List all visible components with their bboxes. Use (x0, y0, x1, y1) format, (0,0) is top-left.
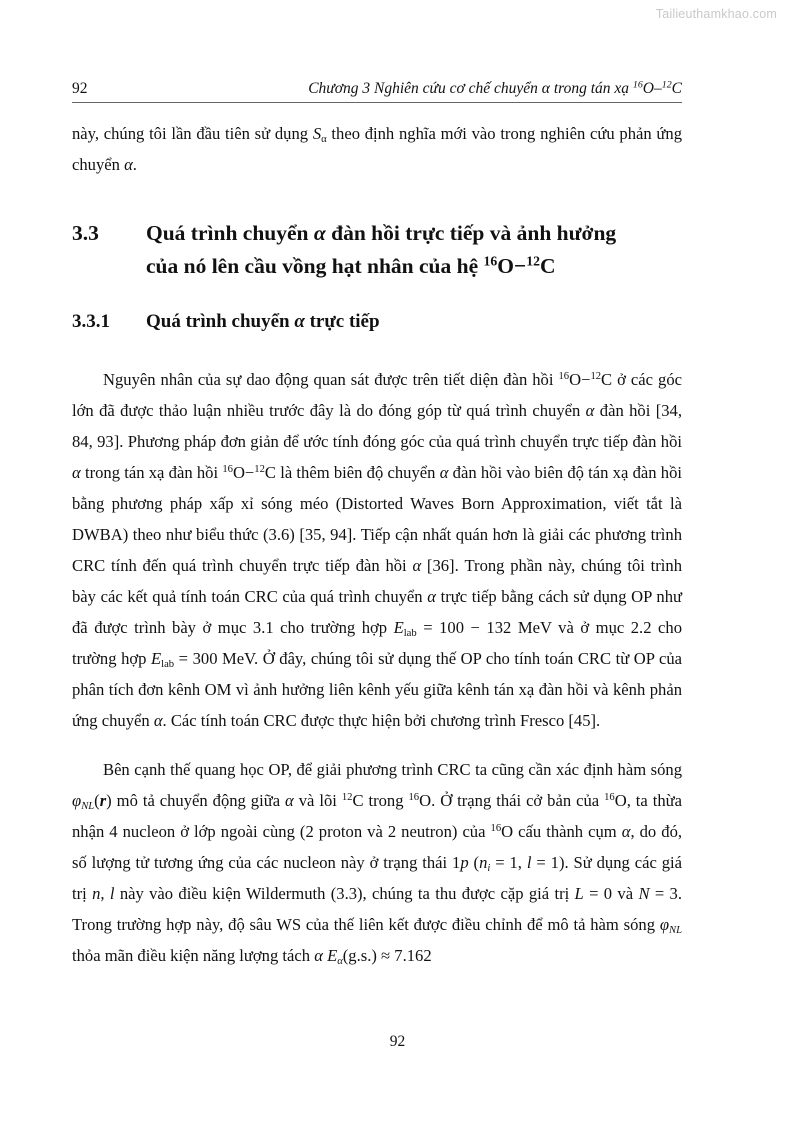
spacer-between-paragraphs (72, 736, 682, 754)
p1-s8: trực tiếp bằng cách sử dụng OP như đã được trình bày ở mục 3.1 cho trường hợp (72, 587, 682, 637)
running-head-folio: 92 (72, 80, 88, 97)
p1-E-subscript-2: lab (161, 658, 175, 670)
p1-E-subscript-1: lab (403, 627, 417, 639)
section-title-line2: của nó lên cầu vồng hạt nhân của hệ (146, 254, 484, 278)
section-isotope-12-symbol: C (540, 254, 556, 278)
p1-s2: ở các góc lớn đã được thảo luận nhiều trước đây là do đóng góp từ quá trình chuyển (72, 370, 682, 420)
section-isotope-16-symbol: O (497, 254, 514, 278)
p1-iso-b-mass: 12 (590, 371, 602, 383)
p1-iso-c-mass: 16 (222, 464, 233, 476)
intro-text-2: theo định nghĩa mới vào trong nghiên cứu phản ứng chuyển (72, 124, 682, 174)
section-alpha: α (313, 221, 326, 245)
p2-n-symbol: n (479, 853, 488, 872)
watermark-text: Tailieuthamkhao.com (655, 7, 777, 21)
intro-alpha: α (124, 155, 133, 174)
section-isotope-12-mass: 12 (526, 253, 541, 269)
p1-iso-dash-2: − (244, 463, 255, 482)
p2-isotope-16o-1 (409, 791, 432, 810)
p2-wavefunction-phi-nl (72, 791, 285, 810)
subsection-heading-3-3-1 (72, 307, 682, 337)
spacer-before-section (72, 180, 682, 217)
p1-iso-d-symbol: C (264, 463, 276, 482)
p1-alpha-2: α (72, 463, 81, 482)
subsection-title-a: Quá trình chuyển (146, 311, 295, 332)
p1-alpha-4: α (412, 556, 422, 575)
p2-iso-c-mass: 16 (604, 792, 615, 804)
p1-iso-d-mass: 12 (254, 464, 265, 476)
p2-quantum-n-i (479, 853, 490, 872)
running-head-title-prefix: Chương 3 Nghiên cứu cơ chế chuyển (308, 80, 542, 97)
p1-E-symbol-1: E (393, 618, 404, 637)
p2-t12: = 1). Sử dụng các giá trị (72, 853, 682, 903)
p1-s1: Nguyên nhân của sự dao động quan sát được trên tiết diện đàn hồi (103, 370, 559, 389)
p1-s6: đàn hồi vào biên độ tán xạ đàn hồi bằng phương pháp xấp xỉ sóng méo (Distorted Waves Born Approximation, viết tắt là DWBA) theo như biểu thức (3.6) [35, 94]. Tiếp cận nhất quán hơn là giải các phương trình CRC tính đến quá trình chuyển trực tiếp đàn hồi (72, 463, 683, 575)
p2-isotope-16o-2 (604, 791, 627, 810)
isotope-16-symbol: O (642, 80, 654, 97)
p1-isotope-pair-2 (222, 463, 276, 482)
p2-orbital-p: p (460, 853, 469, 872)
p2-separation-energy (327, 946, 432, 965)
p1-s9: = 100 − 132 MeV và ở mục 2.2 cho trường hợp (72, 618, 682, 668)
running-head-alpha: α (541, 80, 550, 97)
running-head (72, 80, 682, 103)
symbol-S: S (312, 124, 322, 143)
p2-t9: , do đó, số lượng tử tương ứng của các nucleon này ở trạng thái 1 (72, 822, 683, 872)
intro-text-1: này, chúng tôi lần đầu tiên sử dụng (72, 124, 313, 143)
paragraph-1 (72, 364, 682, 736)
p2-E-symbol: E (327, 946, 338, 965)
running-head-title (308, 80, 682, 98)
p2-t10: ( (468, 853, 480, 872)
symbol-S-subscript: α (321, 133, 327, 145)
p1-alpha-6: α (153, 711, 163, 730)
p2-iso-a-mass: 12 (341, 792, 353, 804)
subsection-title (146, 307, 380, 337)
p2-alpha-3: α (314, 946, 323, 965)
p1-alpha-5: α (427, 587, 436, 606)
p2-alpha-1: α (285, 791, 294, 810)
symbol-S-alpha (313, 124, 327, 143)
p2-t17: thỏa mãn điều kiện năng lượng tách (72, 946, 315, 965)
p1-iso-a-mass: 16 (558, 371, 570, 383)
section-isotope-dash: − (514, 254, 527, 278)
p2-iso-d-symbol: O (501, 822, 514, 841)
p1-iso-dash-1: − (581, 370, 591, 389)
p2-t4: và lõi (293, 791, 342, 810)
p2-phi-symbol: φ (72, 791, 82, 810)
p1-E-symbol-2: E (151, 649, 162, 668)
isotope-12-mass: 12 (661, 79, 672, 91)
p2-t7: , ta thừa nhận 4 nucleon ở lớp ngoài cùng (2 proton và 2 neutron) của (72, 791, 683, 841)
p1-s11: . Các tính toán CRC được thực hiện bởi chương trình Fresco [45]. (162, 711, 601, 730)
isotope-16-mass: 16 (632, 79, 643, 91)
p1-iso-b-symbol: C (601, 370, 613, 389)
subsection-number: 3.3.1 (72, 311, 110, 332)
p2-iso-b-symbol: O (419, 791, 432, 810)
subsection-alpha: α (294, 311, 305, 332)
footer-page-number: 92 (389, 1033, 406, 1050)
isotope-dash: – (654, 80, 662, 97)
section-heading-3-3 (72, 217, 682, 283)
p2-t19: (g.s.) ≈ 7.162 (342, 946, 432, 965)
subsection-title-b: trực tiếp (304, 311, 380, 332)
p2-iso-c-symbol: O (614, 791, 627, 810)
p2-l-symbol: l (526, 853, 532, 872)
p2-alpha-2: α (621, 822, 631, 841)
p1-iso-c-symbol: O (232, 463, 245, 482)
p1-energy-lab-1 (394, 618, 417, 637)
paragraph-intro (72, 118, 682, 180)
p2-t13: , (100, 884, 110, 903)
p2-phi-subscript-2: NL (669, 924, 682, 936)
section-title-a: Quá trình chuyển (146, 221, 314, 245)
section-isotopes (484, 254, 556, 278)
p1-s3: đàn hồi [34, 84, 93]. Phương pháp đơn giản để ước tính đóng góc của quá trình chuyển trực tiếp đàn hồi (72, 401, 682, 451)
p2-iso-a-symbol: C (352, 791, 364, 810)
paragraph-2 (72, 754, 682, 971)
p2-t1: Bên cạnh thế quang học OP, để giải phương trình CRC ta cũng cần xác định hàm sóng (103, 760, 682, 779)
spacer-after-section (72, 283, 682, 307)
section-title (146, 217, 682, 283)
p2-wavefunction-phi-nl-2 (660, 915, 682, 934)
p2-phi-symbol-2: φ (659, 915, 670, 934)
p2-L-symbol: L (574, 884, 584, 903)
p1-s5: là thêm biên độ chuyển (275, 463, 440, 482)
p2-iso-d-mass: 16 (490, 823, 502, 835)
p1-alpha-1: α (585, 401, 595, 420)
p2-t11: = 1, (490, 853, 527, 872)
p1-isotope-pair-1 (558, 370, 612, 389)
p2-t15: = 0 và (583, 884, 639, 903)
p2-t8: cấu thành cụm (513, 822, 622, 841)
section-number: 3.3 (72, 221, 99, 245)
p1-s4: trong tán xạ đàn hồi (80, 463, 223, 482)
p1-alpha-3: α (439, 463, 449, 482)
spacer-after-subsection (72, 337, 682, 364)
p2-N-symbol: N (638, 884, 650, 903)
p2-vector-r: r (99, 791, 107, 810)
p1-s7: [36]. Trong phần này, chúng tôi trình bày các kết quả tính toán CRC của quá trình chuyển (72, 556, 683, 606)
p2-E-subscript: α (337, 955, 343, 967)
running-head-isotopes (633, 80, 682, 97)
section-isotope-16-mass: 16 (483, 253, 498, 269)
p2-t16: = 3. Trong trường hợp này, độ sâu WS của thế liên kết được điều chỉnh để mô tả hàm sóng (72, 884, 682, 934)
p2-t5: trong (363, 791, 409, 810)
isotope-12-symbol: C (671, 80, 682, 97)
p2-t14: này vào điều kiện Wildermuth (3.3), chúng ta thu được cặp giá trị (114, 884, 575, 903)
page-content (72, 118, 682, 971)
intro-text-3: . (132, 155, 137, 174)
running-head-title-mid: trong tán xạ (549, 80, 633, 97)
p2-n-symbol-2: n (92, 884, 101, 903)
p2-iso-b-mass: 16 (408, 792, 420, 804)
p2-isotope-16o-3 (491, 822, 514, 841)
p2-t2: ( (94, 791, 100, 810)
p1-energy-lab-2 (151, 649, 174, 668)
section-title-b: đàn hồi trực tiếp và ảnh hưởng (325, 221, 617, 245)
p1-iso-a-symbol: O (569, 370, 582, 389)
p2-t6: . Ở trạng thái cở bản của (431, 791, 605, 810)
p2-n-subscript: i (487, 862, 491, 874)
p2-isotope-12c-1 (342, 791, 364, 810)
p2-phi-subscript: NL (81, 800, 95, 812)
p1-s10: = 300 MeV. Ở đây, chúng tôi sử dụng thế OP cho tính toán CRC từ OP của phân tích đơn kênh OM vì ảnh hưởng liên kênh yếu giữa kênh tán xạ đàn hồi và kênh phản ứng chuyển (72, 649, 682, 730)
p2-l-symbol-2: l (109, 884, 115, 903)
p2-t3: ) mô tả chuyển động giữa (106, 791, 286, 810)
